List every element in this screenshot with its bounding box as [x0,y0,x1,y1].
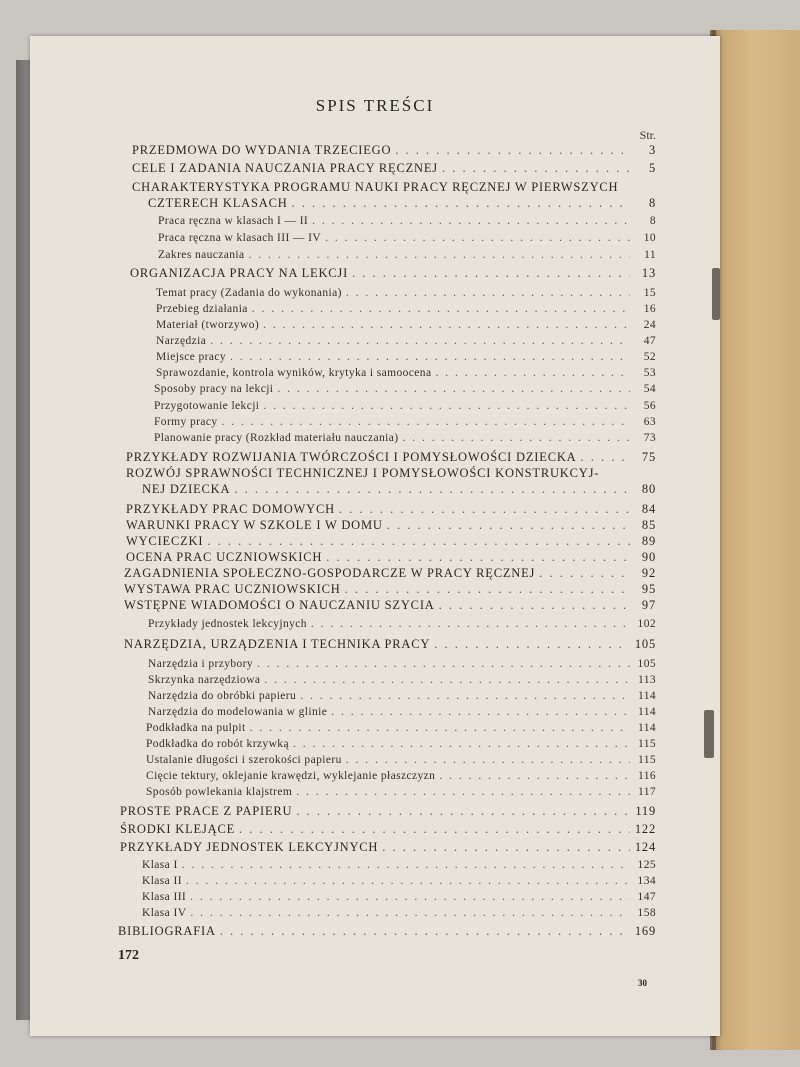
toc-subentry: Przygotowanie lekcji . . . 56 [154,399,656,414]
toc-entry: NARZĘDZIA, URZĄDZENIA I TECHNIKA PRACY . . . 105 [124,637,656,652]
toc-entry: ZAGADNIENIA SPOŁECZNO-GOSPODARCZE W PRACY RĘCZNEJ . . . 92 [124,566,656,581]
toc-entry: WYSTAWA PRAC UCZNIOWSKICH . . . 95 [124,582,656,597]
toc-subentry: Klasa III . . . 147 [142,890,656,905]
toc-subentry: Temat pracy (Zadania do wykonania) . . . 15 [156,286,656,301]
toc-subentry: Sposób powlekania klajstrem . . . 117 [146,785,656,800]
toc-entry: PRZEDMOWA DO WYDANIA TRZECIEGO . . . 3 [132,143,656,158]
toc-subentry: Zakres nauczania . . . 11 [158,248,656,263]
toc-subentry: Narzędzia do obróbki papieru . . . 114 [148,689,656,704]
toc-subentry: Narzędzia do modelowania w glinie . . . 114 [148,705,656,720]
toc-entry: PRZYKŁADY JEDNOSTEK LEKCYJNYCH . . . 124 [120,840,656,855]
toc-entry: PROSTE PRACE Z PAPIERU . . . 119 [120,804,656,819]
toc-subentry: Cięcie tektury, oklejanie krawędzi, wyklejanie płaszczyzn . . . 116 [146,769,656,784]
toc-entry: WYCIECZKI . . . 89 [126,534,656,549]
toc-subentry: Klasa II . . . 134 [142,874,656,889]
toc-subentry: Sposoby pracy na lekcji . . . 54 [154,382,656,397]
toc-subentry: Przebieg działania . . . 16 [156,302,656,317]
toc-subentry: Ustalanie długości i szerokości papieru . . . 115 [146,753,656,768]
toc-subentry: Miejsce pracy . . . 52 [156,350,656,365]
signature-mark: 30 [638,978,647,988]
toc-subentry: Narzędzia . . . 47 [156,334,656,349]
binding-tear [704,710,714,758]
toc-entry: ŚRODKI KLEJĄCE . . . 122 [120,822,656,837]
toc-subentry: Sprawozdanie, kontrola wyników, krytyka i samoocena . . . 53 [156,366,656,381]
toc-entry: ORGANIZACJA PRACY NA LEKCJI . . . 13 [130,266,656,281]
toc-subentry: Formy pracy . . . 63 [154,415,656,430]
book-page [30,36,720,1036]
page-number: 172 [118,948,139,963]
toc-subentry: Klasa IV . . . 158 [142,906,656,921]
toc-entry: CELE I ZADANIA NAUCZANIA PRACY RĘCZNEJ . . . 5 [132,161,656,176]
toc-subentry: Klasa I . . . 125 [142,858,656,873]
toc-subentry: Przykłady jednostek lekcyjnych . . . 102 [148,617,656,632]
toc-entry: WARUNKI PRACY W SZKOLE I W DOMU . . . 85 [126,518,656,533]
toc-subentry: Narzędzia i przybory . . . 105 [148,657,656,672]
toc-subentry: Podkładka do robót krzywką . . . 115 [146,737,656,752]
toc-entry: NEJ DZIECKA . . . 80 [142,482,656,497]
toc-entry-line: CHARAKTERYSTYKA PROGRAMU NAUKI PRACY RĘCZNEJ W PIERWSZYCH [132,180,619,194]
toc-subentry: Praca ręczna w klasach I — II . . . 8 [158,214,656,229]
page-title: SPIS TREŚCI [315,96,435,115]
toc-entry-line: ROZWÓJ SPRAWNOŚCI TECHNICZNEJ I POMYSŁOWOŚCI KONSTRUKCYJ- [126,466,600,480]
binding-tear [712,268,720,320]
toc-entry: OCENA PRAC UCZNIOWSKICH . . . 90 [126,550,656,565]
toc-subentry: Materiał (tworzywo) . . . 24 [156,318,656,333]
toc-subentry: Planowanie pracy (Rozkład materiału nauczania) . . . 73 [154,431,656,446]
book-spine [712,30,800,1050]
toc-subentry: Praca ręczna w klasach III — IV . . . 10 [158,231,656,246]
toc-entry: WSTĘPNE WIADOMOŚCI O NAUCZANIU SZYCIA . . . 97 [124,598,656,613]
toc-entry: CZTERECH KLASACH . . . 8 [148,196,656,211]
toc-entry: PRZYKŁADY PRAC DOMOWYCH . . . 84 [126,502,656,517]
toc-subentry: Skrzynka narzędziowa . . . 113 [148,673,656,688]
toc-entry: PRZYKŁADY ROZWIJANIA TWÓRCZOŚCI I POMYSŁOWOŚCI DZIECKA . . . 75 [126,450,656,465]
toc-entry: BIBLIOGRAFIA . . . 169 [118,924,656,939]
toc-subentry: Podkładka na pulpit . . . 114 [146,721,656,736]
page-column-label: Str. [639,128,656,142]
